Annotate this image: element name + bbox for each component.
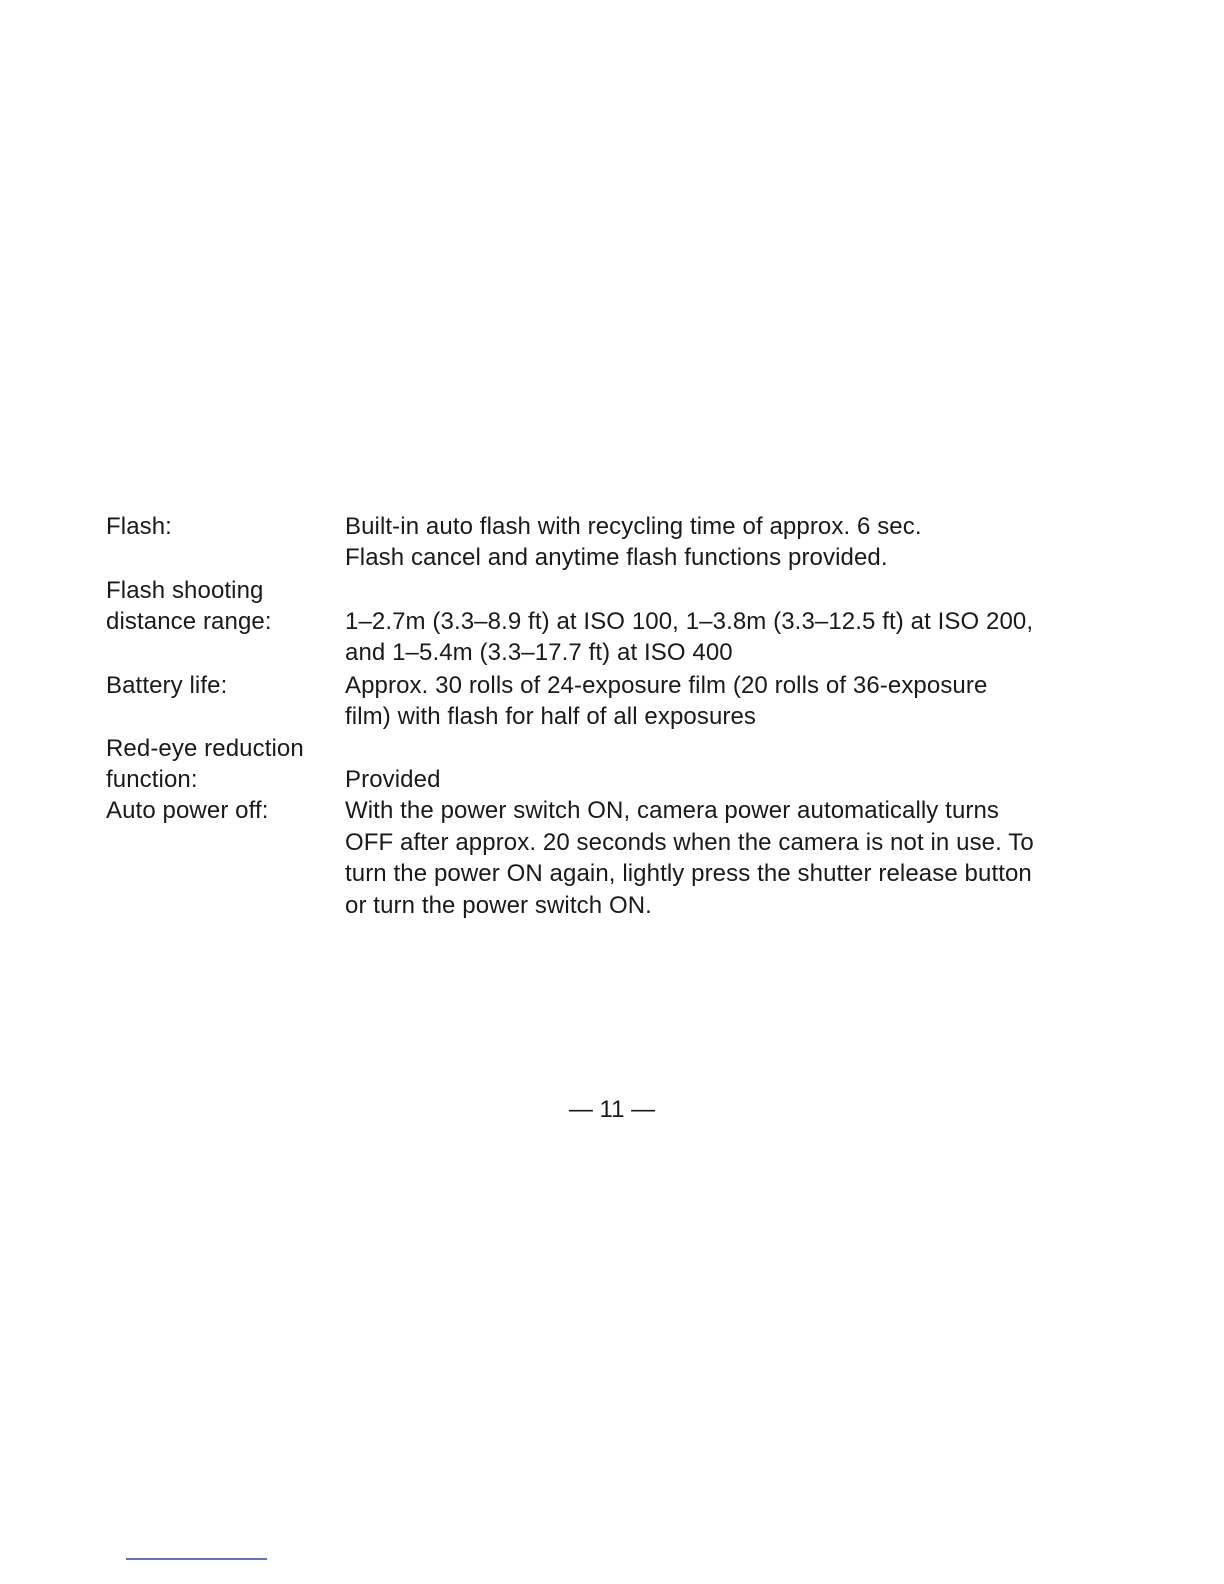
spec-value-auto-power-off-line-1: With the power switch ON, camera power automatically turns xyxy=(345,797,1000,824)
spec-value-auto-power-off-line-2: OFF after approx. 20 seconds when the camera is not in use. To xyxy=(345,829,1034,856)
spec-label-red-eye-line-2: function: xyxy=(106,766,198,793)
spec-value-red-eye: Provided xyxy=(345,766,441,793)
spec-value-flash-line-2: Flash cancel and anytime flash functions provided. xyxy=(345,544,888,571)
spec-value-flash-range-line-2: and 1–5.4m (3.3–17.7 ft) at ISO 400 xyxy=(345,639,733,666)
spec-label-red-eye-line-1: Red-eye reduction xyxy=(106,735,304,762)
spec-label-battery-life: Battery life: xyxy=(106,672,228,699)
spec-label-flash: Flash: xyxy=(106,513,172,540)
spec-value-auto-power-off-line-4: or turn the power switch ON. xyxy=(345,892,652,919)
spec-value-battery-life-line-2: film) with flash for half of all exposures xyxy=(345,703,757,730)
spec-label-flash-range-line-2: distance range: xyxy=(106,608,272,635)
bottom-divider xyxy=(126,1558,267,1560)
spec-label-flash-range-line-1: Flash shooting xyxy=(106,577,264,604)
spec-label-auto-power-off: Auto power off: xyxy=(106,797,269,824)
page-number: — 11 — xyxy=(568,1096,656,1123)
spec-value-flash-line-1: Built-in auto flash with recycling time of approx. 6 sec. xyxy=(345,513,922,540)
spec-value-auto-power-off-line-3: turn the power ON again, lightly press the shutter release button xyxy=(345,860,1032,887)
spec-value-flash-range-line-1: 1–2.7m (3.3–8.9 ft) at ISO 100, 1–3.8m (3.3–12.5 ft) at ISO 200, xyxy=(345,608,1034,635)
spec-value-battery-life-line-1: Approx. 30 rolls of 24-exposure film (20 rolls of 36-exposure xyxy=(345,672,988,699)
